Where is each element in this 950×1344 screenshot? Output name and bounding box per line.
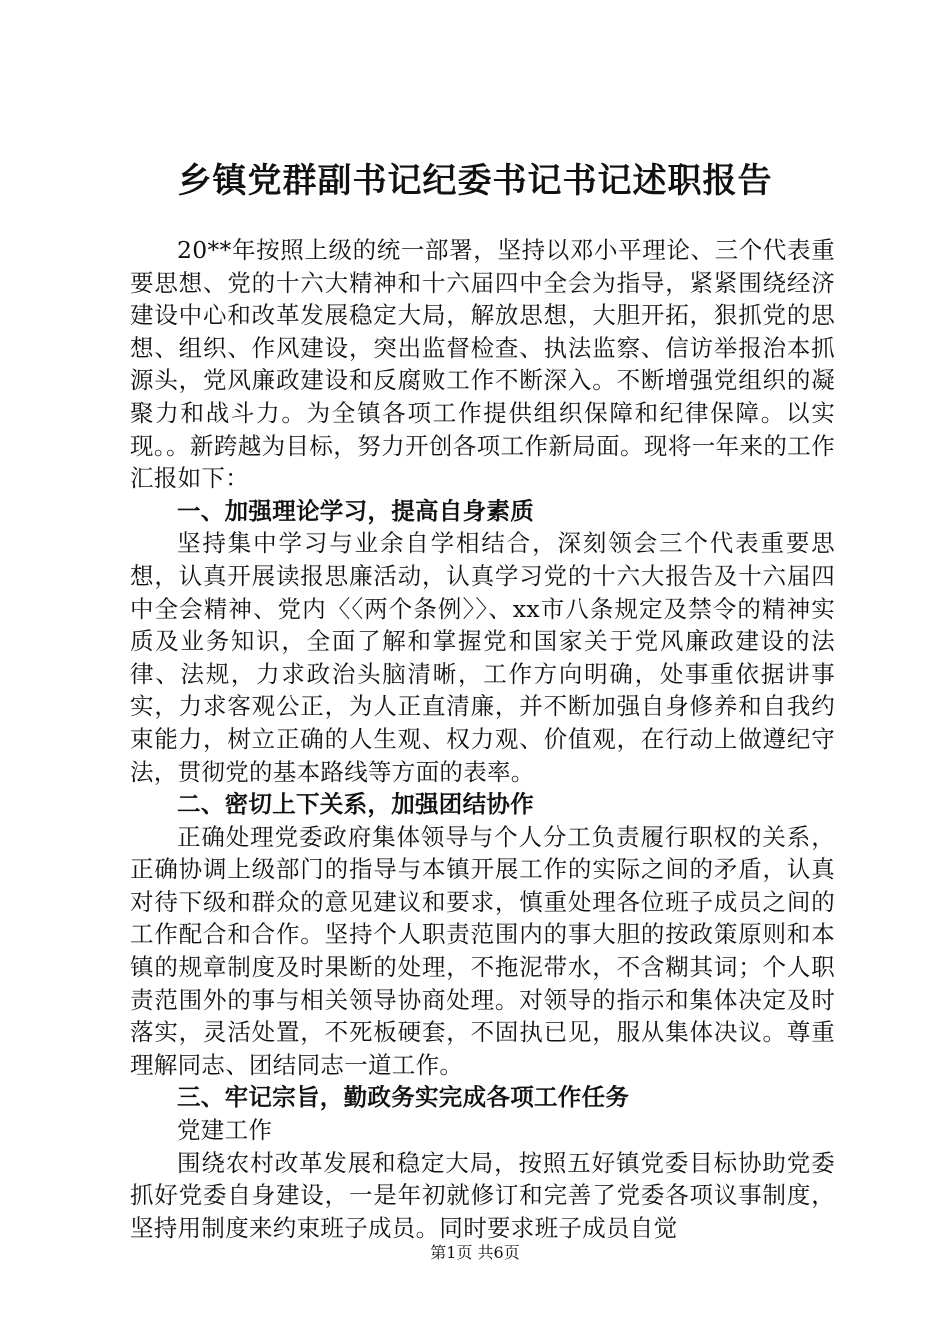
section-3-heading: 三、牢记宗旨，勤政务实完成各项工作任务 <box>177 1083 630 1112</box>
document-body <box>130 234 835 1244</box>
section-1-heading: 一、加强理论学习，提高自身素质 <box>177 496 534 525</box>
section-2-heading: 二、密切上下关系，加强团结协作 <box>177 790 534 819</box>
section-2-paragraph: 正确处理党委政府集体领导与个人分工负责履行职权的关系，正确协调上级部门的指导与本镇开展工作的实际之间的矛盾，认真对待下级和群众的意见建议和要求，慎重处理各位班子成员之间的工作配合和合作。坚持个人职责范围内的事大胆的按政策原则和本镇的规章制度及时果断的处理，不拖泥带水，不含糊其词；个人职责范围外的事与相关领导协商处理。对领导的指示和集体决定及时落实，灵活处置，不死板硬套，不固执已见，服从集体决议。尊重理解同志、团结同志一道工作。 <box>130 822 835 1079</box>
intro-paragraph: 20**年按照上级的统一部署，坚持以邓小平理论、三个代表重要思想、党的十六大精神和十六届四中全会为指导，紧紧围绕经济建设中心和改革发展稳定大局，解放思想，大胆开拓，狠抓党的思想、组织、作风建设，突出监督检查、执法监察、信访举报治本抓源头，党风廉政建设和反腐败工作不断深入。不断增强党组织的凝聚力和战斗力。为全镇各项工作提供组织保障和纪律保障。以实现。。新跨越为目标，努力开创各项工作新局面。现将一年来的工作汇报如下： <box>130 236 835 493</box>
section-1-paragraph: 坚持集中学习与业余自学相结合，深刻领会三个代表重要思想，认真开展读报思廉活动，认真学习党的十六大报告及十六届四中全会精神、党内〈〈两个条例〉〉、xx市八条规定及禁令的精神实质及业务知识，全面了解和掌握党和国家关于党风廉政建设的法律、法规，力求政治头脑清晰，工作方向明确，处事重依据讲事实，力求客观公正，为人正直清廉，并不断加强自身修养和自我约束能力，树立正确的人生观、权力观、价值观，在行动上做遵纪守法，贯彻党的基本路线等方面的表率。 <box>130 529 835 786</box>
page-number-footer: 第1页 共6页 <box>430 1243 520 1262</box>
document-title: 乡镇党群副书记纪委书记书记述职报告 <box>177 161 773 201</box>
section-3-paragraph: 围绕农村改革发展和稳定大局，按照五好镇党委目标协助党委抓好党委自身建设，一是年初就修订和完善了党委各项议事制度，坚持用制度来约束班子成员。同时要求班子成员自觉 <box>130 1148 835 1242</box>
section-3-subheading: 党建工作 <box>177 1116 273 1145</box>
